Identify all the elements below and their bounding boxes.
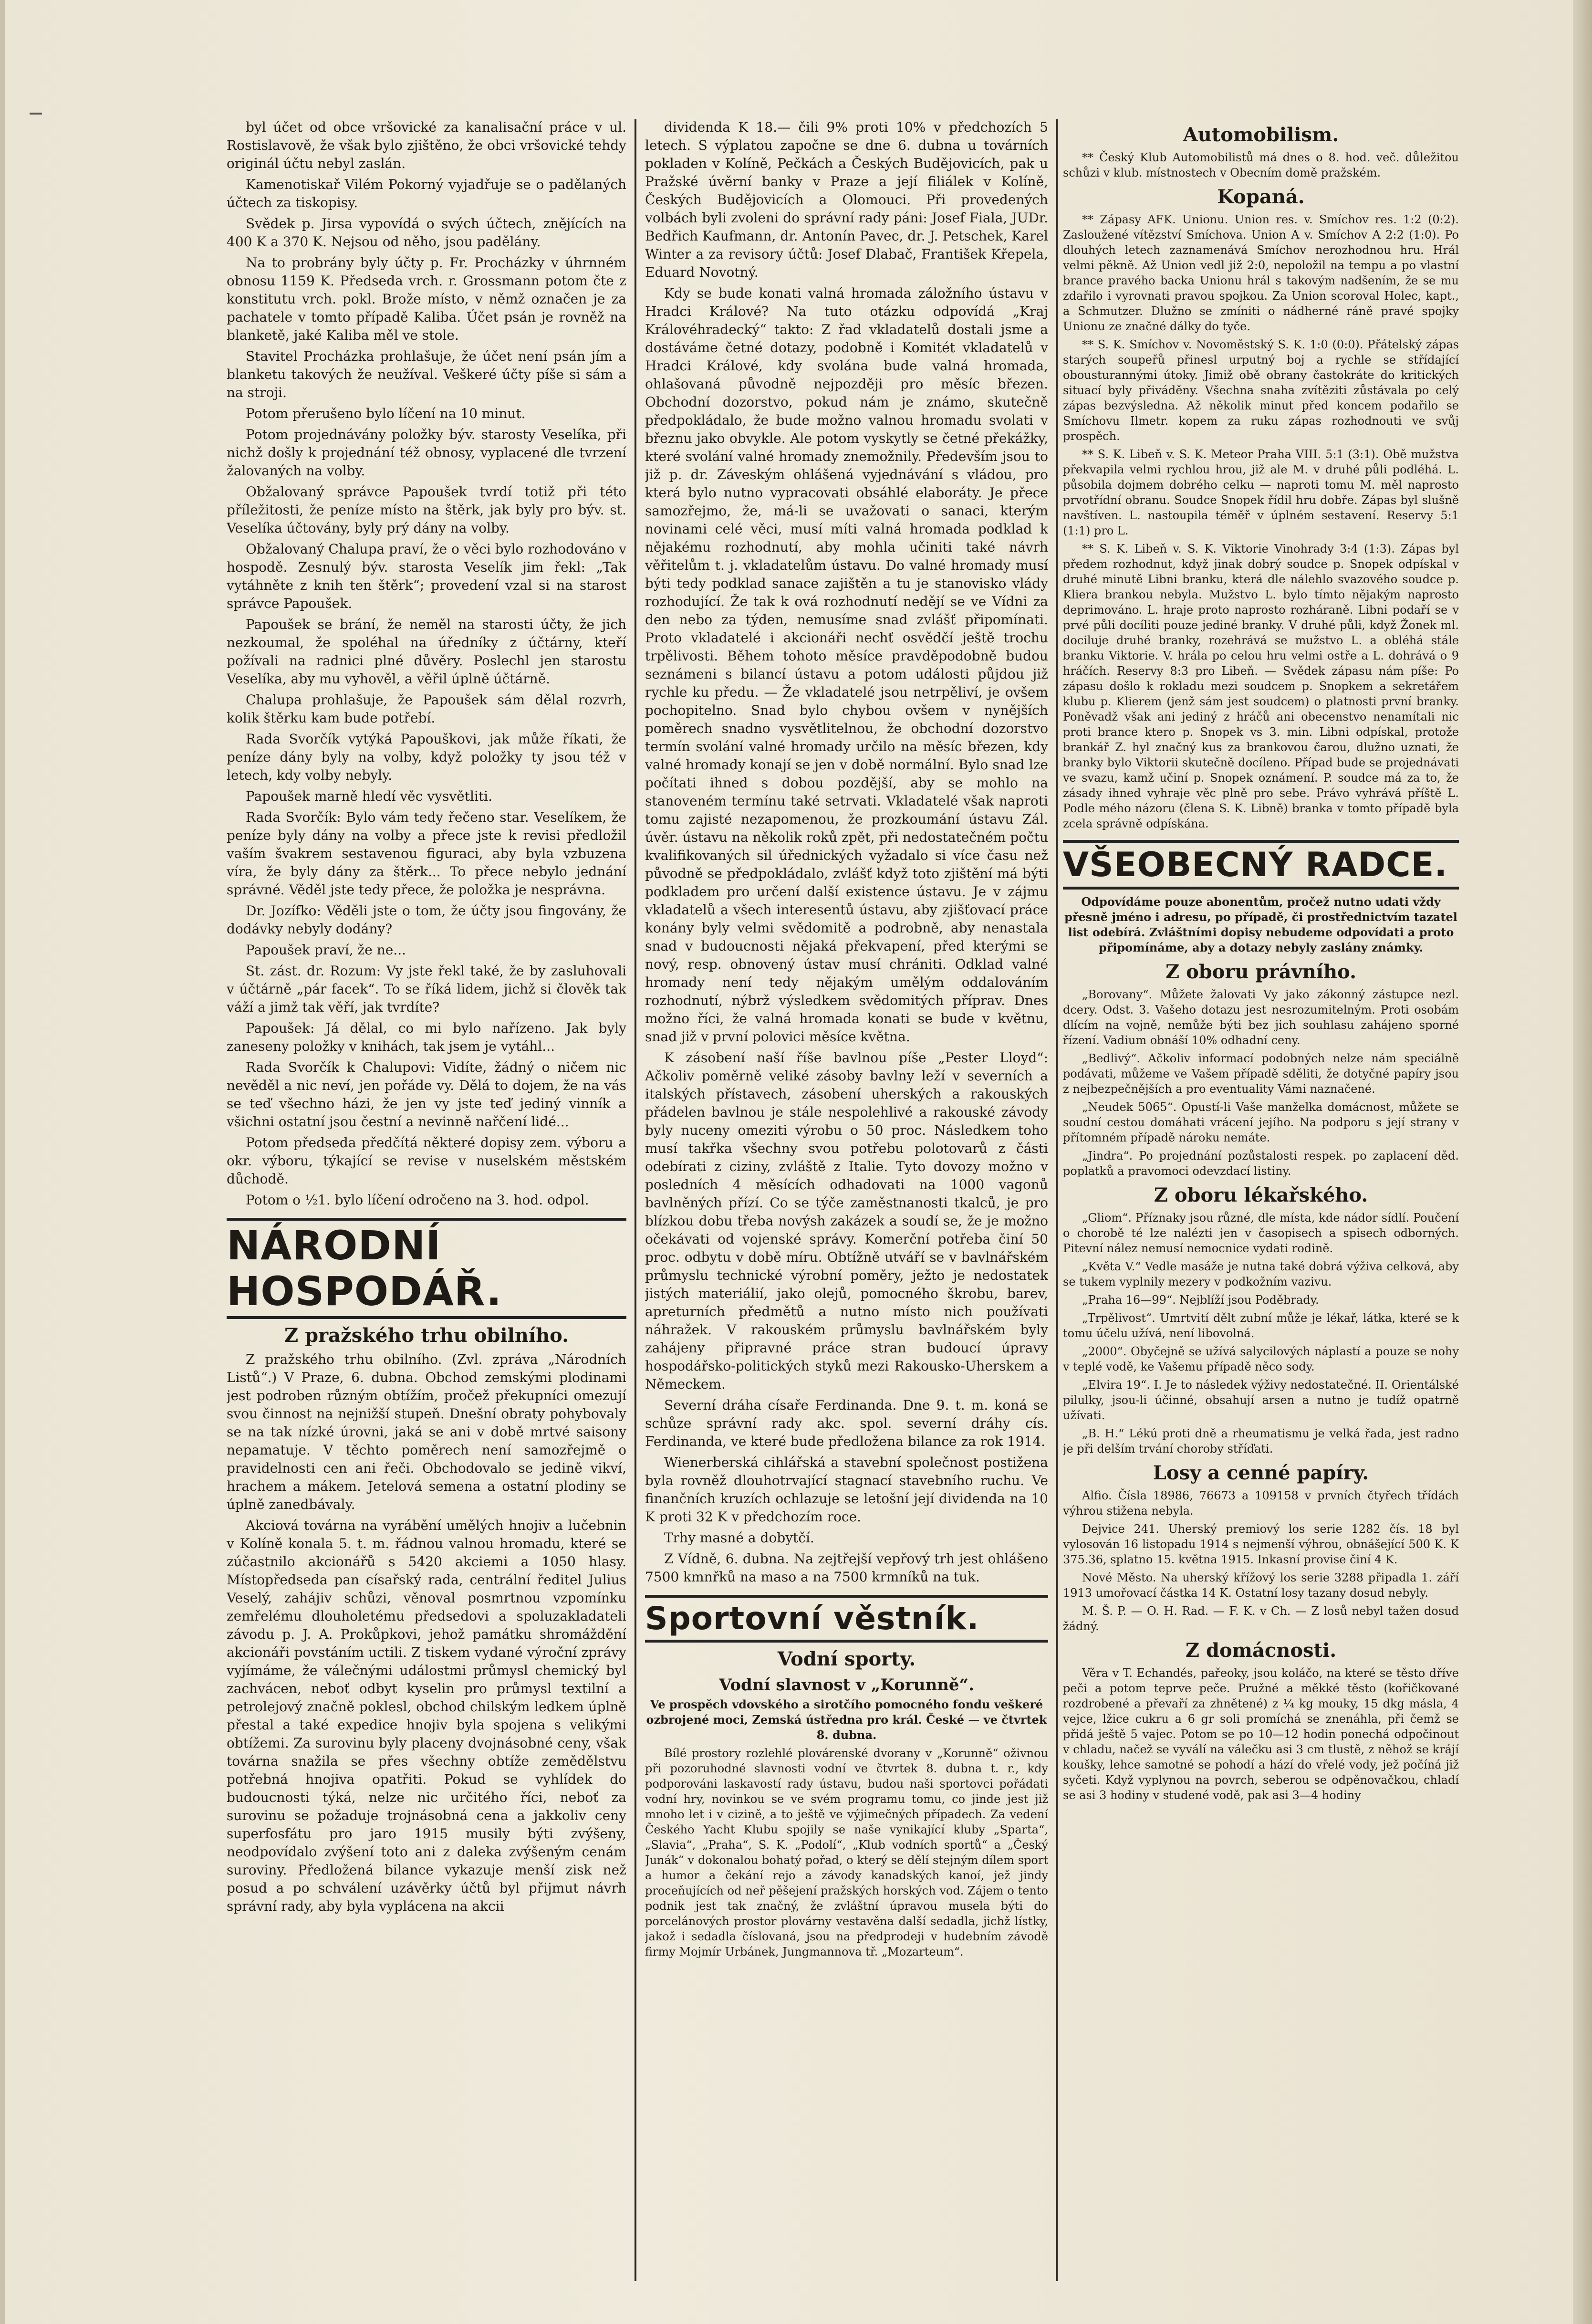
- article-paragraph: „Borovany“. Můžete žalovati Vy jako zákonný zástupce nezl. dcery. Odst. 3. Vašeho dotazu jest nesrozumitelným. Proti osobám dlícím na vojně, nemůže býti bez jich souhlasu zahájeno sporné řízení. Vadium obnáší 10% odhadní ceny.: [1063, 988, 1459, 1047]
- article-paragraph: Rada Svorčík: Bylo vám tedy řečeno star. Veselíkem, že peníze byly dány na volby a přece jste k revisi předložil vaším švakrem sestavenou figuraci, aby byla vzbuzena víra, že byly dány za štěrk... To přece nebylo jednání správné. Věděl jste tedy přece, že položka je nesprávna.: [227, 809, 626, 898]
- article-paragraph: Trhy masné a dobytčí.: [664, 1530, 814, 1546]
- article-paragraph: Věra v T. Echandés, pařeoky, jsou koláčo, na které se těsto dříve peči a potom teprve peče. Pružné a měkké těsto (kořičkované rozdrobené a převaří za zhnětené) z ¼ kg mouky, 15 dkg másla, 4 vejce, lžice cukru a 6 gr soli promíchá se znenáhla, při čemž se přidá ještě 5 vajec. Potom se po 10—12 hodin ponechá odpočinout v chladu, načež se vyválí na válečku asi 3 cm tlustě, z něhož se krájí koušky, lehce samotné se pohodí a hází do vřelé vody, jež počíná již syčeti. Když vyplynou na povrch, seberou se odpěnovačkou, chladí se asi 3 hodiny v studené vodě, pak asi 3—4 hodiny: [1063, 1666, 1459, 1802]
- article-paragraph: Papoušek: Já dělal, co mi bylo nařízeno. Jak byly zaneseny položky v knihách, tak jsem je vytáhl...: [227, 1020, 626, 1054]
- article-paragraph: Potom o ½1. bylo líčení odročeno na 3. hod. odpol.: [246, 1192, 589, 1208]
- sport-subheading-vodni-sporty: Vodní sporty.: [777, 1648, 916, 1670]
- column-1: [227, 118, 626, 2285]
- column-3: [1063, 118, 1459, 2285]
- sport-article-title: Vodní slavnost v „Korunně“.: [719, 1675, 974, 1695]
- heading-automobilism: Automobilism.: [1183, 124, 1339, 146]
- heading-losy: Losy a cenné papíry.: [1153, 1462, 1369, 1484]
- article-paragraph: Severní dráha císaře Ferdinanda. Dne 9. t. m. koná se schůze správní rady akc. spol. severní dráhy cís. Ferdinanda, ve které bude předložena bilance za rok 1914.: [645, 1397, 1048, 1449]
- article-paragraph: „Elvira 19“. I. Je to následek výživy nedostatečné. II. Orientálské pilulky, jsou-li účinné, obsahují arsen a nutno je tudíž opatrně užívati.: [1063, 1378, 1459, 1422]
- sport-lead: [645, 1697, 1048, 1743]
- article-paragraph: Nové Město. Na uherský křížový los serie 3288 připadla 1. září 1913 umořovací částka 14 K. Ostatní losy tazany dosud nebyly.: [1063, 1571, 1459, 1600]
- page-edge-right: [1573, 0, 1592, 2324]
- article-paragraph: Obžalovaný správce Papoušek tvrdí totiž při této příležitosti, že peníze místo na štěrk, jak byly pro býv. st. Veselíka účtovány, byly prý dány na volby.: [227, 484, 626, 536]
- article-paragraph: Potom předseda předčítá některé dopisy zem. výboru a okr. výboru, týkající se revise v nuselském městském důchodě.: [227, 1135, 626, 1187]
- article-paragraph: Alfio. Čísla 18986, 76673 a 109158 v prvních čtyřech třídách výhrou stižena nebyla.: [1063, 1489, 1459, 1518]
- article-paragraph: M. Š. P. — O. H. Rad. — F. K. v Ch. — Z losů nebyl tažen dosud žádný.: [1063, 1604, 1459, 1633]
- article-paragraph: Dr. Jozífko: Věděli jste o tom, že účty jsou fingovány, že dodávky nebyly dodány?: [227, 903, 626, 937]
- page-edge-left: [0, 0, 5, 2324]
- losy-paragraphs: [1063, 1488, 1459, 1634]
- article-paragraph: byl účet od obce vršovické za kanalisační práce v ul. Rostislavově, že však bylo zjištěno, že obci vršovické tehdy originál účtu nebyl zaslán.: [227, 119, 626, 171]
- pravni-paragraphs: [1063, 987, 1459, 1179]
- auto-paragraphs: [1063, 150, 1459, 180]
- radce-lead: [1063, 894, 1459, 955]
- article-paragraph: Z Vídně, 6. dubna. Na zejtřejší vepřový trh jest ohlášeno 7500 kmnřků na maso a na 7500 krmníků na tuk.: [645, 1551, 1048, 1585]
- article-paragraph: „Bedlivý“. Ačkoliv informací podobných nelze nám speciálně podávati, můžeme ve Vašem případě sděliti, že dotyčné papíry jsou z nejbezpečnějších a pro eventuality Vámi naznačené.: [1063, 1052, 1459, 1096]
- sport-paragraphs: [645, 1746, 1048, 1959]
- article-paragraph: ** Český Klub Automobilistů má dnes o 8. hod. več. důležitou schůzi v klub. místnostech v Obecním domě pražském.: [1063, 151, 1459, 179]
- article-paragraph: ** Zápasy AFK. Unionu. Union res. v. Smíchov res. 1:2 (0:2). Zasloužené vítězství Smíchova. Union A v. Smíchov A 2:2 (1:0). Po dlouhých letech zaznamenává Smíchov nerozhodnou hru. Hrál velmi pěkně. Až Union vedl již 2:0, nepoložil na tempu a po vlastní brance pravého backa Unionu hrál s takovým nadšením, že se mu zdařilo i vyrovnati pravou spojkou. Za Union scoroval Holec, kapt., a Schmutzer. Dlužno se zmíniti o nádherné ráně pravé spojky Unionu ze značné dálky do tyče.: [1063, 213, 1459, 333]
- article-paragraph: „Gliom“. Příznaky jsou různé, dle místa, kde nádor sídlí. Poučení o chorobě té lze nalézti jen v časopisech a spisech odborných. Pitevní nález nemusí nemocnice vydati rodině.: [1063, 1211, 1459, 1255]
- kopana-paragraphs: [1063, 212, 1459, 831]
- article-paragraph: „Květa V.“ Vedle masáže je nutna také dobrá výživa celková, aby se tukem vyplnily mezery v podkožním vazivu.: [1063, 1260, 1459, 1288]
- article-paragraph: ** S. K. Smíchov v. Novoměstský S. K. 1:0 (0:0). Přátelský zápas starých soupeřů přinesl urputný boj a rychle se střídající obousturannými útoky. Jimiž obě obrany častokráte do kritických situací byly přiváděny. Všechna snaha zvítěziti zůstávala po celý zápas bezvýsledna. Až několik minut před koncem podařilo se Smíchovu Ilmetr. kopem za ruku zápas rozhodnouti ve svůj prospěch.: [1063, 338, 1459, 443]
- article-paragraph: „B. H.“ Lékú proti dně a rheumatismu je velká řada, jest radno je při delším trvání choroby stříďati.: [1063, 1427, 1459, 1455]
- col1-sec2-paragraphs: [227, 1517, 626, 1916]
- article-paragraph: Akciová továrna na vyrábění umělých hnojiv a lučebnin v Kolíně konala 5. t. m. řádnou valnou hromadu, které se zúčastnilo akcionářů s 5420 akciemi a 1050 hlasy. Místopředseda pan císařský rada, centrální ředitel Julius Veselý, zahájiv schůzi, věnoval posmrtnou vzpomínku zemřelému dlouholetému předsedovi a spoluzakladateli závodu p. J. A. Prokůpkovi, jehož památku shromáždění akcionáři povstáním uctili. Z tiskem vydané výroční zprávy vyjímáme, že válečnými událostmi průmysl chemický byl zachvácen, neboť odbyt kyselin pro průmysl textilní a petrolejový značně poklesl, obchod chilským ledkem úplně přestal a také expedice hnojiv byla spojena s velikými obtížemi. Za surovinu byly placeny dvojnásobné ceny, však továrna snažila se přes všechny obtíže zemědělstvu potřebná hnojiva opatřiti. Pokud se vyhlídek do budoucnosti týká, nelze nic určitého říci, neboť za surovinu se požaduje trojnásobná cena a jakkoliv ceny superfosfátu pro jaro 1915 musily býti zvýšeny, neodpovídalo zvýšení toto ani z daleka zvýšeným cenám suroviny. Předložená bilance vykazuje menší zisk než posud a po schválení uzávěrky účtů byl přijmut návrh správní rady, aby byla vyplácena na akcii: [227, 1518, 626, 1914]
- section-headline-sportovni-vestnik: Sportovní věstník.: [645, 1595, 1048, 1643]
- article-paragraph: „Neudek 5065“. Opustí-li Vaše manželka domácnost, můžete se soudní cestou domáhati vrácení jejího. Na podporu s její strany v přítomném případě nároku nemáte.: [1063, 1100, 1459, 1144]
- column-rule-1: [635, 119, 636, 2281]
- article-paragraph: Potom projednávány položky býv. starosty Veselíka, při nichž došly k projednání též obnosy, vyplacené dle tvrzení žalovaných na volby.: [227, 427, 626, 479]
- article-paragraph: Stavitel Procházka prohlašuje, že účet není psán jím a blanketu takových že neužíval. Veškeré účty píše si sám a na stroji.: [227, 348, 626, 400]
- article-paragraph: K zásobení naší říše bavlnou píše „Pester Lloyd“: Ačkoliv poměrně veliké zásoby bavlny leží v severních a italských přístavech, zásobení uherských a rakouských přádelen bavlnou je stále nespolehlivé a rakouské závody byly nuceny omeziti výrobu o 50 proc. Následkem toho musí takřka všechny svou potřebu polotovarů z části odebírati z ciziny, zvláště z Italie. Tyto dovozy možno v posledních 4 měsících odhadovati na 1000 vagonů bavlněných přízí. Co se týče zaměstnanosti tkalců, je pro blízkou dobu třeba novýsh zakázek a soudí se, že je možno očekávati od vojenské správy. Komerční potřeba činí 50 proc. odbytu v době míru. Obtížně utváří se v bavlnářském průmyslu technické výrobní poměry, ježto je nedostatek jistých materiálií, jako olejů, pomocného škrobu, barev, apreturních předmětů a nutno místo nich používati náhražek. V rakouském průmyslu bavlnářském byly zahájeny připravné práce stran budoucí úpravy hospodářsko-politických styků mezi Rakousko-Uherskem a Německem.: [645, 1050, 1048, 1392]
- article-paragraph: Dejvice 241. Uherský premiový los serie 1282 čís. 18 byl vylosován 16 listopadu 1914 s nejmenší výhrou, obnášející 500 K. K 375.36, splatno 15. května 1915. Inkasní provise činí 4 K.: [1063, 1522, 1459, 1566]
- article-paragraph: Papoušek se brání, že neměl na starosti účty, že jich nezkoumal, že spoléhal na úředníky z účtárny, kteří požívali na radnici plné důvěry. Poslechl jen starostu Veselíka, aby mu vyhověl, a věřil úplně účtárně.: [227, 617, 626, 687]
- heading-kopana: Kopaná.: [1217, 186, 1305, 208]
- article-title-obilni-trh: Z pražského trhu obilního.: [284, 1324, 569, 1347]
- col1-sec1-paragraphs: [227, 1350, 626, 1514]
- article-paragraph: „Trpělivost“. Umrtvití dělt zubní může je lékař, látka, které se k tomu účelu užívá, není libovolná.: [1063, 1311, 1459, 1340]
- article-paragraph: Potom přerušeno bylo líčení na 10 minut.: [246, 406, 526, 421]
- column-2: [645, 118, 1048, 2285]
- article-paragraph: Chalupa prohlašuje, že Papoušek sám dělal rozvrh, kolik štěrku kam bude potřebí.: [227, 692, 626, 726]
- article-paragraph: „2000“. Obyčejně se užívá salycilových náplastí a pouze se nohy v teplé vodě, ke Vašemu případě něco sody.: [1063, 1345, 1459, 1373]
- article-paragraph: Papoušek marně hledí věc vysvětliti.: [246, 788, 493, 804]
- lekar-paragraphs: [1063, 1210, 1459, 1456]
- section-headline-vseobecny-radce: VŠEOBECNÝ RADCE.: [1063, 840, 1459, 890]
- article-paragraph: ** S. K. Libeň v. S. K. Meteor Praha VIII. 5:1 (3:1). Obě mužstva překvapila velmi rychlou hrou, již ale M. v druhé půli podléhá. L. působila dojmem dobrého celku — naproti tomu M. měl naprosto prvotřídní obranu. Soudce Snopek řídil hru dobře. Zápas byl slušně navštíven. L. nastoupila téměř v úplném sestavení. Reservy 5:1 (1:1) pro L.: [1063, 448, 1459, 537]
- radce-lead-text: Odpovídáme pouze abonentům, pročež nutno udati vždy přesně jméno i adresu, po případě, či prostřednictvím tazatel list odebírá. Zvláštními dopisy nebudeme odpovídati a proto připomínáme, aby a dotazy nebyly zaslány známky.: [1064, 895, 1457, 954]
- article-paragraph: Wienerberská cihlářská a stavební společnost postižena byla rovněž dlouhotrvající stagnací stavebního ruchu. Ve finančních kruzích ochlazuje se letošní její dividenda na 10 K proti 32 K v předchozím roce.: [645, 1455, 1048, 1525]
- article-paragraph: Bílé prostory rozlehlé plovárenské dvorany v „Korunně“ oživnou při pozoruhodné slavnosti vodní ve čtvrtek 8. dubna t. r., kdy podporováni laskavostí rady ústavu, budou naši sportovci pořádati vodní hry, novinkou se ve svém programu tomu, co jinde jest již mnoho let i v cizině, a to ještě ve výjimečných případech. Za vedení Českého Yacht Klubu spojily se naše vynikající kluby „Sparta“, „Slavia“, „Praha“, S. K. „Podolí“, „Klub vodních sportů“ a „Český Junák“ v dokonalou bohatý pořad, o který se dělí stejným dílem sport a humor a čekání rejo a závody kanadských kanoí, jež jindy proceňujících od neř pěšejení pražských horských vod. Zájem o tento podnik jest tak značný, že zvláštní úpravou musela býti do porcelánových prostor plovárny vestavěna další sedadla, jichž lístky, jakož i sedadla číslovaná, jsou na předprodeji v hudebním závodě firmy Mojmír Urbánek, Jungmannova tř. „Mozarteum“.: [645, 1747, 1048, 1958]
- heading-lekarsky: Z oboru lékařského.: [1154, 1184, 1368, 1206]
- article-paragraph: ** S. K. Libeň v. S. K. Viktorie Vinohrady 3:4 (1:3). Zápas byl předem rozhodnut, když jinak dobrý soudce p. Snopek odpískal v druhé minutě Libni branku, která dle nálehlo svazového soudce p. Kliera brankou nebyla. Mužstvo L. bylo tímto nějakým naprosto deprimováno. L. hraje proto naprosto rozháraně. Libni podaří se v prvé půli docíliti pouze jediné branky. V druhé půli, když Žonek ml. dociluje druhé branky, rozehrává se mužstvo L. a obléhá stále branku Viktorie. V. hrála po celou hru velmi ostře a L. dohrává o 9 hráčích. Reservy 8:3 pro Libeň. — Svědek zápasu nám píše: Po zápasu došlo k rokladu mezi soudcem p. Snopkem a sekretářem klubu p. Klierem (jenž sám jest soudcem) o platnosti první branky. Poněvadž však ani jediný z hráčů ani obecenstvo nenamítali nic proti brance ktero p. Snopek vs 3. min. Libni odpískal, protože brankář Z. hyl značný kus za brankovou čarou, dlužno uznati, že branky bylo Viktorii skutečně docíleno. Případ bude se projednávati ve svazu, kamž učiní p. Snopek oznámení. P. soudce má za to, že zásady ihned vyhraje věc plně pro sebe. Právo vyhrává příště L. Podle mého názoru (člena S. K. Libně) branka v tomto případě byla zcela správně odpískána.: [1063, 542, 1459, 830]
- margin-mark: [30, 113, 42, 115]
- section-headline-narodni-hospodar: NÁRODNÍ HOSPODÁŘ.: [227, 1218, 626, 1319]
- col1-paragraphs: [227, 118, 626, 1209]
- article-paragraph: Svědek p. Jirsa vypovídá o svých účtech, znějících na 400 K a 370 K. Nejsou od něho, jsou padělány.: [227, 216, 626, 250]
- article-paragraph: St. zást. dr. Rozum: Vy jste řekl také, že by zasluhovali v účtárně „pár facek“. To se říká lidem, jichž si člověk tak váží a jimž tak věří, jak tvrdíte?: [227, 963, 626, 1015]
- article-paragraph: Rada Svorčík k Chalupovi: Vidíte, žádný o ničem nic nevěděl a nic neví, jen pořáde vy. Dělá to dojem, že na vás se teď všechno házi, že jen vy jste teď jediný vinník a všichni ostatní jsou čestní a nevinně nařčení lidé...: [227, 1059, 626, 1130]
- article-paragraph: Obžalovaný Chalupa praví, že o věci bylo rozhodováno v hospodě. Zesnulý býv. starosta Veselík jim řekl: „Tak vytáhněte z knih ten štěrk“; provedení vzal si na starost správce Papoušek.: [227, 541, 626, 611]
- article-paragraph: „Jindra“. Po projednání pozůstalosti respek. po zaplacení děd. poplatků a pravomoci odevzdací listiny.: [1063, 1149, 1459, 1178]
- col2-paragraphs: [645, 118, 1048, 1586]
- sport-lead-text: Ve prospěch vdovského a sirotčího pomocného fondu veškeré ozbrojené moci, Zemská ústředna pro král. České — ve čtvrtek 8. dubna.: [646, 1697, 1047, 1742]
- article-paragraph: dividenda K 18.— čili 9% proti 10% v předchozích 5 letech. S výplatou započne se dne 6. dubna u továrních pokladen v Kolíně, Pečkách a Českých Budějovicích, pak u Pražské úvěrní banky v Praze a její filiálek v Kolíně, Českých Budějovicích a Olomouci. Při provedených volbách byli zvoleni do správní rady páni: Josef Fiala, JUDr. Bedřich Kaufmann, dr. Antonín Pavec, dr. J. Petschek, Karel Winter a za revisory účtů: Josef Dlabač, František Křepela, Eduard Novotný.: [645, 119, 1048, 280]
- column-rule-2: [1056, 119, 1058, 2281]
- article-paragraph: Z pražského trhu obilního. (Zvl. zpráva „Národních Listů“.) V Praze, 6. dubna. Obchod zemskými plodinami jest podroben různým obtížím, pročež překupníci omezují svou činnost na nejnižší stupeň. Dnešní obraty pohybovaly se na tak nízké úrovni, jaká se ani v době mrtvé saisony nepamatuje. V těchto poměrech není samozřejmě o pravidelnosti cen ani řeči. Obchodovalo se jedině vikví, hrachem a mákem. Jetelová semena a ostatní plodiny se úplně zanedbávaly.: [227, 1351, 626, 1512]
- article-paragraph: Kdy se bude konati valná hromada záložního ústavu v Hradci Králové? Na tuto otázku odpovídá „Kraj Královéhradecký“ takto: Z řad vkladatelů dostali jsme a dostáváme četné dotazy, podobně i Komitét vkladatelů v Hradci Králové, kdy svolána bude valná hromada, ohlašovaná původně nejpozději pro měsíc březen. Obchodní dozorstvo, pokud nám je známo, skutečně předpokládalo, že bude možno valnou hromadu svolati v březnu jako obvykle. Ale potom vyskytly se četné překážky, které svolání valné hromady znemožnily. Především jsou to již p. dr. Záveským ohlášená vyjednávání s vládou, pro která bylo nutno vypracovati obsáhlé elaboráty. Je přece samozřejmo, že, má-li se uvažovati o sanaci, kterým novinami celé věci, musí míti valná hromada podklad k nějakému rozhodnutí, aby mohla učiniti také návrh věřitelům t. j. vkladatelům ústavu. Do valné hromady musí býti tedy podklad sanace zajištěn a tu je stanovisko vlády rozhodující. Že tak k ová rozhodnutí nedějí se ve Vídni za den nebo za týden, nemusíme snad zvlášť připomínati. Proto vkladatelé i akcionáři nechť osvědčí ještě trochu trpělivosti. Během tohoto měsíce pravděpodobně budou seznámeni s bilancí ústavu a potom události půjdou již rychle ku předu. — Že vkladatelé jsou netrpěliví, je ovšem pochopitelno. Snad bylo chybou ovšem v nynějších poměrech snadno vysvětlitelnou, že obchodní dozorstvo termín svolání valné hromady určilo na měsíc březen, kdy valné hromady konají se jen v době normální. Bylo snad lze počítati ihned s dobou pozdější, aby se mohlo na stanoveném termínu také setrvati. Vkladatelé však naproti tomu zajisté nezapomenou, že prozkoumání ústavu Zál. úvěr. ústavu na několik roků zpět, při nedostatečném počtu kvalifikovaných sil úřednických vyžadalo si více času než původně se předpokládalo, zvlášť když toto zjištění má býti podkladem pro určení další existence ústavu. Je v zájmu vkladatelů a všech interesentů ústavu, aby zjišťovací práce konány byly velmi svědomitě a podrobně, aby nenastala snad v budoucnosti nějaká překvapení, před kterými se nový, resp. obnovený ústav musí chrániti. Odklad valné hromady není tedy nějakým umělým oddalováním rozhodnutí, nýbrž výsledkem svědomitých příprav. Dnes možno říci, že valná hromada konati se bude v květnu, snad již v první polovici měsíce května.: [645, 285, 1048, 1045]
- article-paragraph: Na to probrány byly účty p. Fr. Procházky v úhrnném obnosu 1159 K. Předseda vrch. r. Grossmann potom čte z konstitutu vrch. pokl. Brože místo, v němž označen je za pachatele v tomto případě Kaliba. Účet psán je rovněž na blanketě, jaké Kaliba měl ve stole.: [227, 255, 626, 343]
- article-paragraph: „Praha 16—99“. Nejblíží jsou Poděbrady.: [1082, 1293, 1319, 1307]
- heading-pravni: Z oboru právního.: [1165, 961, 1356, 983]
- article-paragraph: Kamenotiskař Vilém Pokorný vyjadřuje se o padělaných účtech za tiskopisy.: [227, 177, 626, 210]
- article-paragraph: Papoušek praví, že ne...: [246, 942, 406, 958]
- domacnost-paragraphs: [1063, 1665, 1459, 1803]
- article-paragraph: Rada Svorčík vytýká Papouškovi, jak může říkati, že peníze dány byly na volby, když položky ty jsou též v letech, kdy volby nebyly.: [227, 731, 626, 783]
- heading-domacnost: Z domácnosti.: [1185, 1639, 1337, 1662]
